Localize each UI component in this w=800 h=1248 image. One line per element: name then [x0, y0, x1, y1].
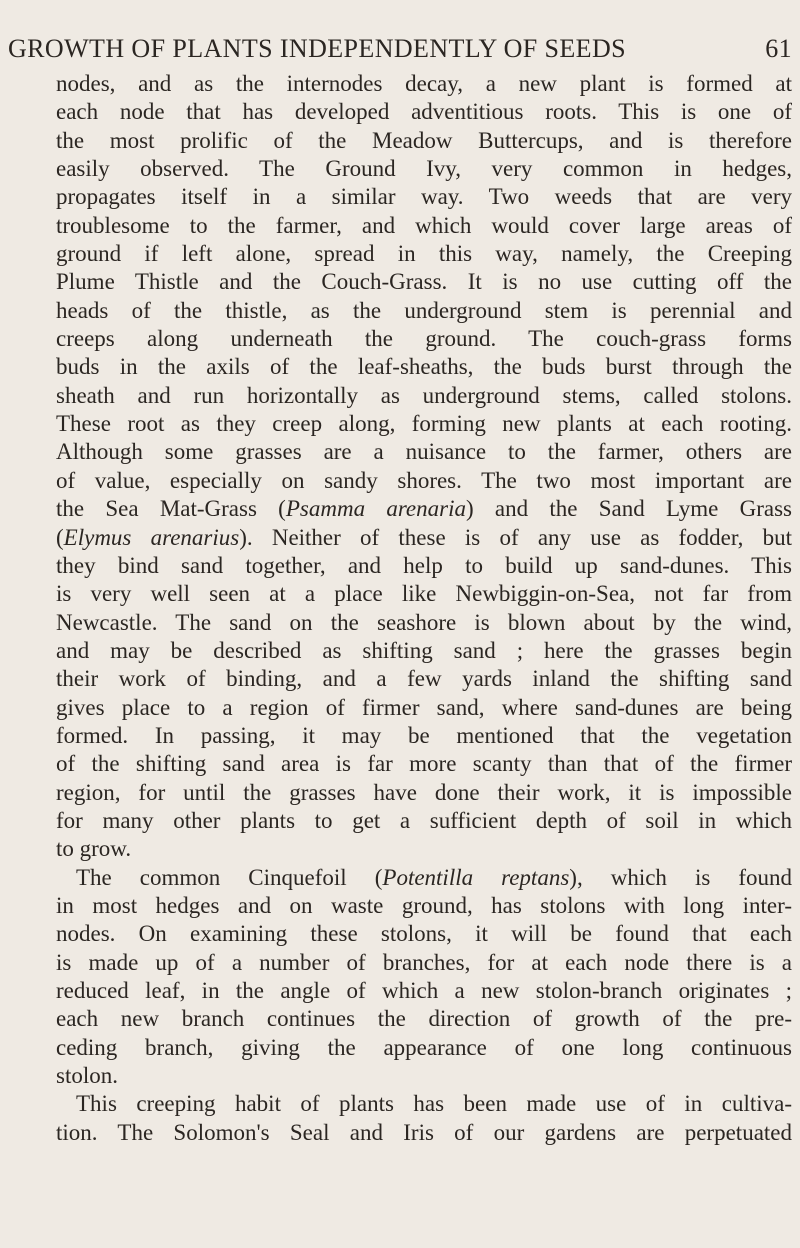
text-line: to grow. [56, 836, 132, 862]
running-head-title: GROWTH OF PLANTS INDEPENDENTLY OF SEEDS [8, 34, 626, 63]
latin-name: Elymus arenarius [63, 524, 240, 550]
text-line: and may be described as shifting sand ; here the grasses begin [56, 637, 792, 663]
text-line: the Sea Mat-Grass (Psamma arenaria) and the Sand Lyme Grass [56, 496, 792, 522]
text-line: gives place to a region of firmer sand, where sand-dunes are being [56, 694, 792, 720]
text-line: of the shifting sand area is far more scanty than that of the firmer [56, 751, 792, 777]
text-line: each new branch continues the direction of growth of the pre- [56, 1006, 792, 1032]
text-line: troublesome to the farmer, and which would cover large areas of [56, 212, 792, 238]
text-line: ground if left alone, spread in this way, namely, the Creeping [56, 241, 792, 267]
text-line: for many other plants to get a sufficient depth of soil in which [56, 807, 792, 833]
text-line: the most prolific of the Meadow Buttercups, and is therefore [56, 127, 792, 153]
text-line: ceding branch, giving the appearance of one long continuous [56, 1034, 792, 1060]
text-line: This creeping habit of plants has been made use of in cultiva- [76, 1091, 792, 1117]
text-line: nodes, and as the internodes decay, a new plant is formed at [56, 71, 792, 96]
text-line: propagates itself in a similar way. Two weeds that are very [56, 184, 792, 210]
text-line: nodes. On examining these stolons, it will be found that each [56, 921, 792, 947]
latin-name: Potentilla reptans [382, 864, 570, 890]
text-line: sheath and run horizontally as underground stems, called stolons. [56, 382, 792, 408]
text-line: buds in the axils of the leaf-sheaths, the buds burst through the [56, 354, 792, 380]
text-line: Although some grasses are a nuisance to the farmer, others are [56, 439, 792, 465]
body-text [56, 70, 792, 1147]
text-line: is very well seen at a place like Newbiggin-on-Sea, not far from [56, 581, 792, 607]
text-line: creeps along underneath the ground. The couch-grass forms [56, 326, 792, 352]
text-line: Plume Thistle and the Couch-Grass. It is no use cutting off the [56, 269, 792, 295]
text-line: their work of binding, and a few yards inland the shifting sand [56, 666, 792, 692]
text-line: formed. In passing, it may be mentioned that the vegetation [56, 722, 792, 748]
text-line: Newcastle. The sand on the seashore is blown about by the wind, [56, 609, 792, 635]
running-head [8, 34, 792, 64]
text-line: heads of the thistle, as the underground stem is perennial and [56, 297, 792, 323]
text-line: is made up of a number of branches, for at each node there is a [56, 949, 792, 975]
text-line: These root as they creep along, forming new plants at each rooting. [56, 411, 792, 437]
text-line: The common Cinquefoil (Potentilla reptans), which is found [76, 864, 792, 890]
text-line: in most hedges and on waste ground, has stolons with long inter- [56, 892, 792, 918]
text-line: region, for until the grasses have done their work, it is impossible [56, 779, 792, 805]
text-line: reduced leaf, in the angle of which a new stolon-branch originates ; [56, 978, 792, 1003]
text-line: each node that has developed adventitious roots. This is one of [56, 99, 792, 125]
page-number: 61 [765, 34, 792, 63]
text-line: tion. The Solomon's Seal and Iris of our gardens are perpetuated [56, 1119, 792, 1145]
text-line: stolon. [56, 1063, 118, 1089]
text-line: (Elymus arenarius). Neither of these is of any use as fodder, but [56, 524, 792, 550]
text-line: of value, especially on sandy shores. The two most important are [56, 467, 792, 493]
latin-name: Psamma arenaria [285, 496, 466, 522]
text-line: they bind sand together, and help to build up sand-dunes. This [56, 552, 792, 578]
text-line: easily observed. The Ground Ivy, very common in hedges, [56, 156, 792, 182]
